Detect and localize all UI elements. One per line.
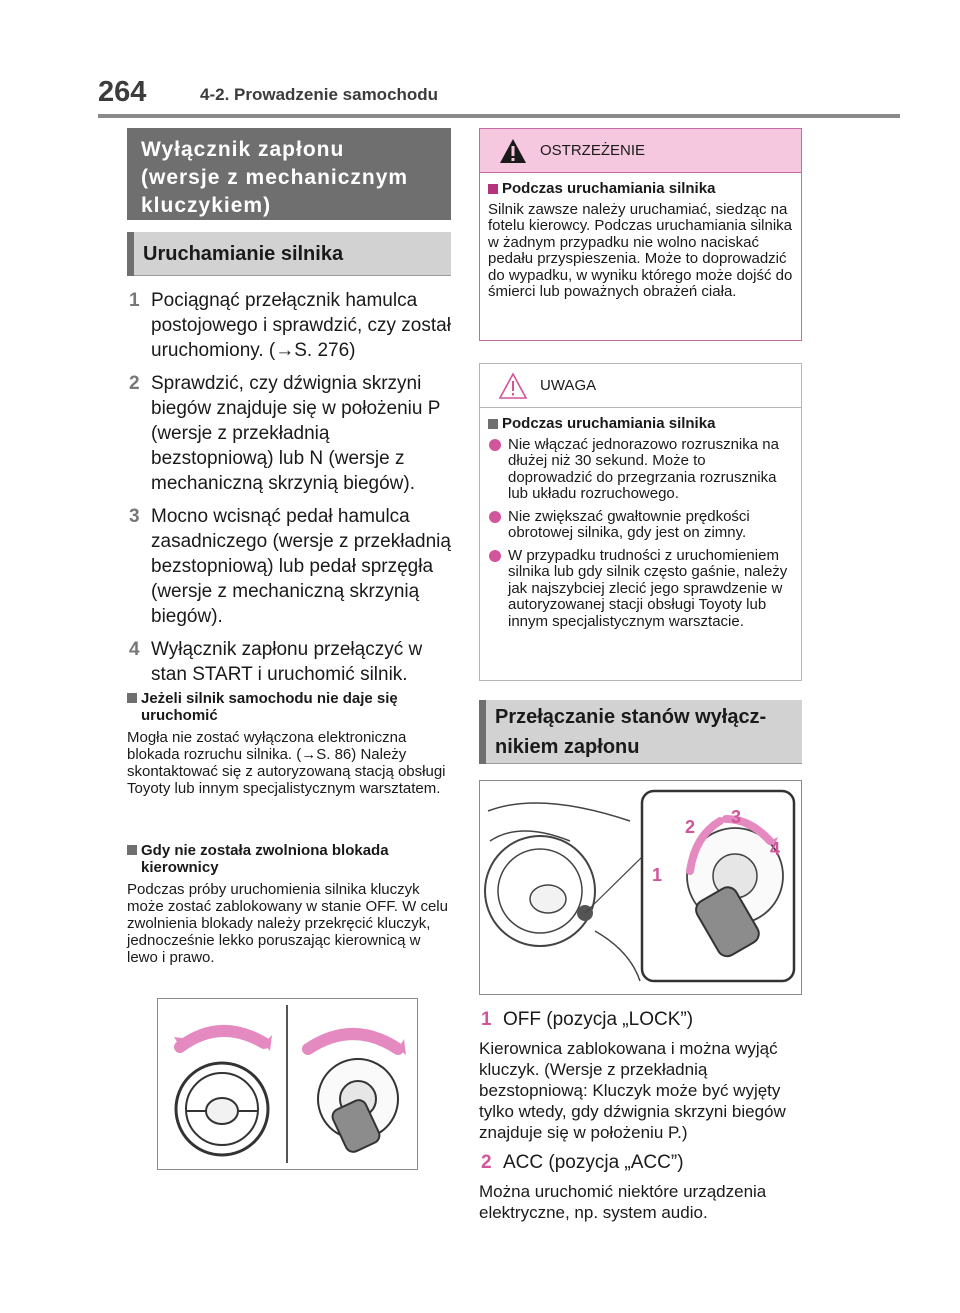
- caution-heading: Podczas uruchamiania silnika: [488, 416, 793, 433]
- modes-list: [479, 1008, 802, 1231]
- warning-heading: Podczas uruchamiania silnika: [488, 181, 793, 198]
- title-line: Wyłącznik zapłonu: [141, 138, 345, 161]
- figure-label-4: 4: [770, 839, 781, 859]
- note-body: Podczas próby uruchomienia silnika kluczyk może zostać zablokowany w stanie OFF. W celu zwolnienia blokady należy przekręcić kluczyk, jednocześnie lekko poruszając kierownicą w lewo i prawo.: [127, 881, 448, 966]
- step-item: 4 Wyłącznik zapłonu przełączyć w stan START i uruchomić silnik.: [129, 639, 423, 685]
- mode-item: 1 OFF (pozycja „LOCK”): [481, 1009, 694, 1030]
- caution-triangle-icon: [498, 372, 528, 400]
- figure-label-3: 3: [731, 807, 742, 827]
- figure-label-2: 2: [685, 817, 696, 837]
- caution-bullet: Nie włączać jednorazowo rozrusznika na dłużej niż 30 sekund. Może to doprowadzić do przegrzania rozrusznika lub układu rozruchowego.: [488, 437, 793, 503]
- caution-label: UWAGA: [540, 377, 597, 394]
- title-line: kluczykiem): [141, 194, 272, 217]
- chapter-title: [127, 128, 451, 220]
- caution-bullet: W przypadku trudności z uruchomieniem silnika lub gdy silnik często gaśnie, należy jak najszybciej zlecić jego sprawdzenie w autoryzowanej stacji obsługi Toyoty lub innym specjalistycznym warsztacie.: [488, 548, 793, 631]
- section-title: 4-2. Prowadzenie samochodu: [200, 85, 439, 104]
- bullet-dot-icon: [489, 511, 501, 523]
- mode-item: 2 ACC (pozycja „ACC”): [481, 1152, 684, 1173]
- caution-bullet: Nie zwiększać gwałtownie prędkości obrotowej silnika, gdy jest on zimny.: [488, 509, 793, 542]
- warning-body: Silnik zawsze należy uruchamiać, siedząc na fotelu kierowcy. Podczas uruchamiania silnika w żadnym przypadku nie wolno naciskać pedału przyspieszenia. Może to doprowadzić do wypadku, w wyniku którego może dojść do śmierci lub poważnych obrażeń ciała.: [488, 200, 793, 300]
- note-steering-lock: [127, 842, 451, 966]
- start-heading: Uruchamianie silnika: [127, 232, 451, 276]
- caution-box: [479, 363, 802, 681]
- warning-header: [480, 129, 801, 173]
- warning-box: [479, 128, 802, 341]
- mode-description: Można uruchomić niektóre urządzenia elektryczne, np. system audio.: [479, 1182, 767, 1222]
- warning-triangle-icon: [498, 137, 528, 165]
- bullet-dot-icon: [489, 439, 501, 451]
- step-item: 2 Sprawdzić, czy dźwignia skrzyni biegów znajduje się w położeniu P (wersje z przekładnią bezstopniową) lub N (wersje z mechaniczną skrzynią biegów).: [129, 373, 441, 494]
- page-header: [98, 70, 900, 114]
- step-item: 1 Pociągnąć przełącznik hamulca postojowego i sprawdzić, czy został uruchomiony. (→S. 276): [129, 290, 451, 361]
- note-heading: Jeżeli silnik samochodu nie daje się uruchomić: [127, 690, 451, 724]
- steering-lock-illustration: [158, 999, 417, 1169]
- steering-lock-figure: [157, 998, 418, 1170]
- mode-description: Kierownica zablokowana i można wyjąć kluczyk. (Wersje z przekładnią bezstopniową: Kluczyk może być wyjęty tylko wtedy, gdy dźwignia skrzyni biegów znajduje się w położeniu P.): [479, 1039, 786, 1142]
- ignition-switch-illustration: [480, 781, 801, 994]
- figure-label-1: 1: [652, 865, 663, 885]
- note-body: Mogła nie zostać wyłączona elektroniczna blokada rozruchu silnika. (→S. 86) Należy skontaktować się z autoryzowaną stacją obsługi Toyoty lub innym specjalistycznym warsztatem.: [127, 729, 446, 797]
- note-heading: Gdy nie została zwolniona blokada kierownicy: [127, 842, 451, 876]
- modes-heading: Przełączanie stanów wyłącz- nikiem zapłonu: [479, 700, 802, 764]
- page-number: 264: [98, 76, 147, 108]
- title-line: (wersje z mechanicznym: [141, 166, 409, 189]
- bullet-dot-icon: [489, 550, 501, 562]
- start-steps: [127, 288, 451, 695]
- header-rule: [98, 114, 900, 118]
- step-item: 3 Mocno wcisnąć pedał hamulca zasadniczego (wersje z przekładnią bezstopniową) lub pedał sprzęgła (wersje z mechaniczną skrzynią biegów).: [129, 506, 451, 627]
- warning-label: OSTRZEŻENIE: [540, 142, 646, 159]
- ignition-switch-figure: [479, 780, 802, 995]
- note-immobilizer: [127, 690, 451, 797]
- caution-header: [480, 364, 801, 408]
